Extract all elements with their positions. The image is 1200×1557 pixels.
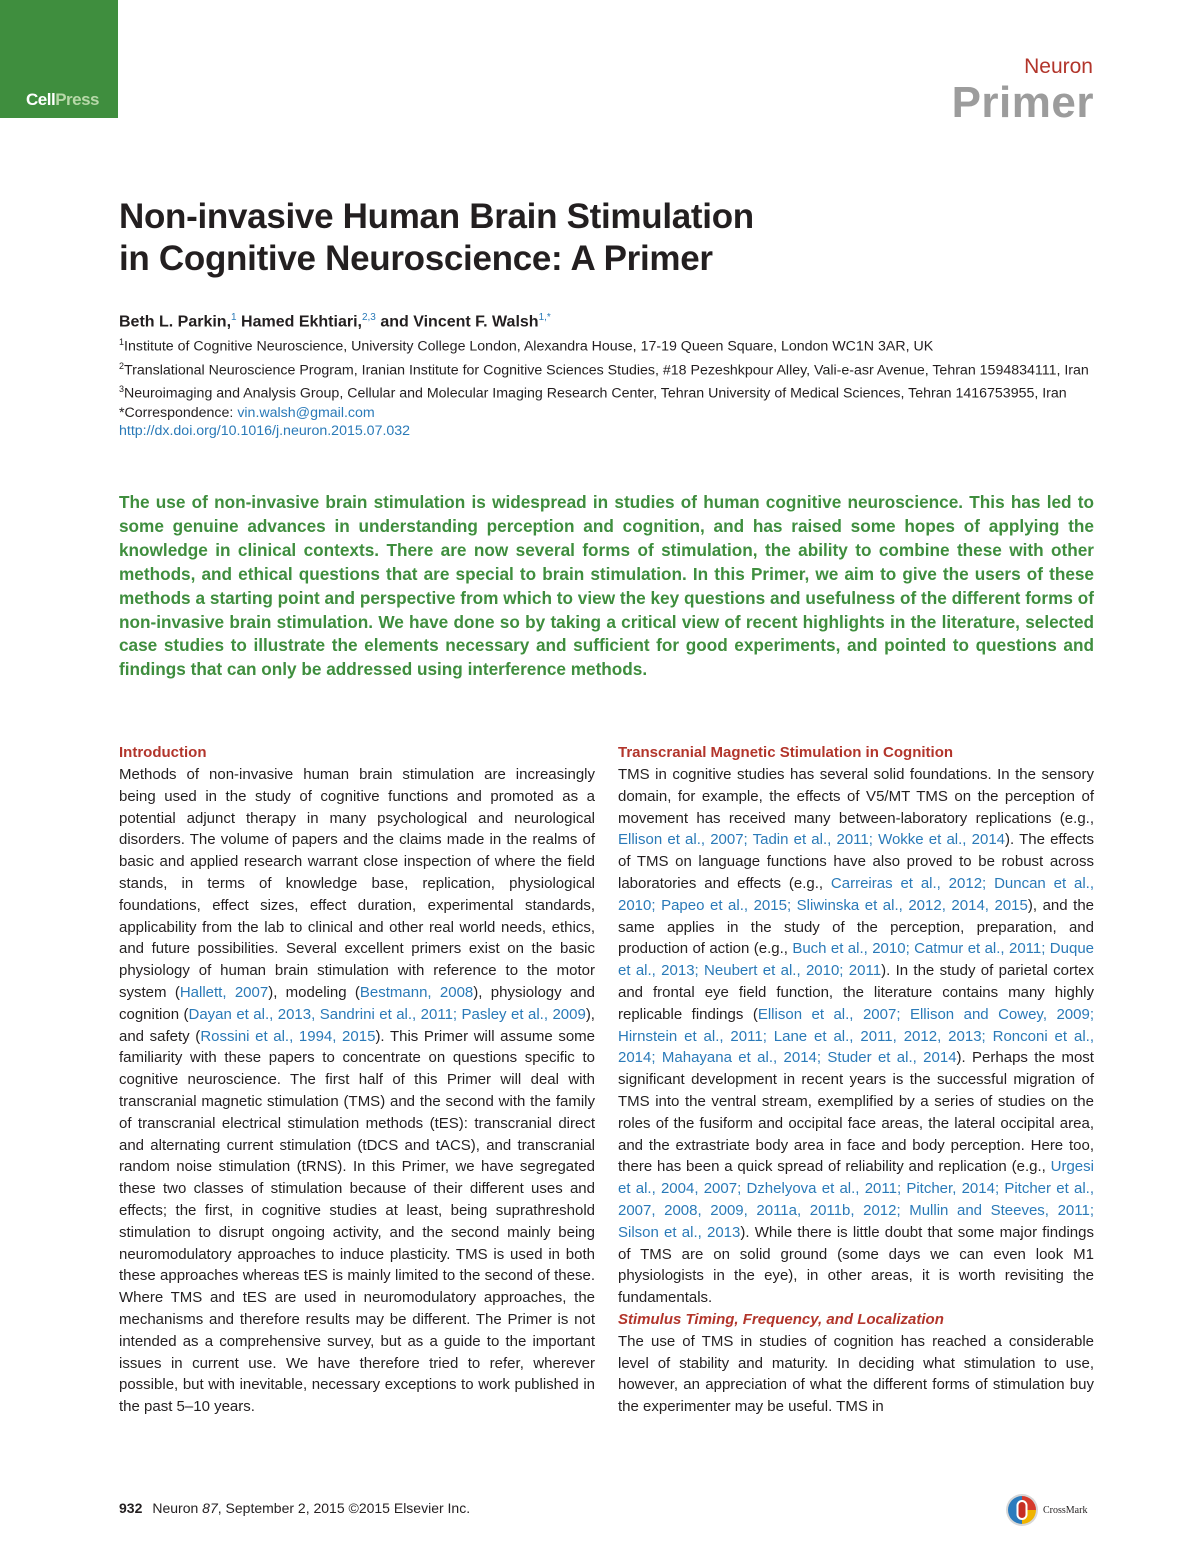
journal-name: Neuron	[1024, 55, 1093, 78]
affiliation-3	[119, 380, 1089, 404]
body-text: ). This Primer will assume some familiarity with these papers to concentrate on questions specific to cognitive neuroscience. The first half of this Primer will deal with transcranial magnetic stimulation (TMS) and the second with the family of transcranial electrical stimulation methods (tES): transcranial direct and alternating current stimulation (tDCS and tACS), and transcranial random noise stimulation (tRNS). In this Primer, we have segregated these two classes of stimulation because of their different uses and effects; the first, in cognitive studies at least, being suprathreshold stimulation to disrupt ongoing activity, and the second mainly being neuromodulatory approaches to induce plasticity. TMS is used in both these approaches whereas tES is mainly limited to the second of these. Where TMS and tES are used in neuromodulatory approaches, the mechanisms and therefore results may be different. The Primer is not intended as a comprehensive survey, but as a guide to the important issues in current use. We have therefore tried to refer, wherever possible, but with inevitable, necessary exceptions to work published in the past 5–10 years.	[119, 1027, 596, 1416]
affiliations	[119, 333, 1089, 441]
author-list	[119, 312, 551, 331]
citation-link[interactable]: Urgesi et al., 2004, 2007; Dzhelyova et al., 2011; Pitcher, 2014; Pitcher et al., 2007, 2008, 2009, 2011a, 2011b, 2012; Mullin and Steeves, 2011; Silson et al., 2013	[618, 1158, 1094, 1241]
section-heading-introduction: Introduction	[119, 744, 207, 761]
body-text: ). In the study of parietal cortex and frontal eye field function, the literature contains many highly replicable findings (	[618, 962, 1095, 1023]
author-name: Hamed Ekhtiari,	[236, 313, 362, 331]
doi-link[interactable]: http://dx.doi.org/10.1016/j.neuron.2015.07.032	[119, 423, 411, 440]
citation-link[interactable]: Carreiras et al., 2012; Duncan et al., 2010; Papeo et al., 2015; Sliwinska et al., 2012, 2014, 2015	[618, 874, 1094, 914]
citation-link[interactable]: Ellison et al., 2007; Ellison and Cowey, 2009; Hirnstein et al., 2011; Lane et al., 2011, 2012, 2013; Ronconi et al., 2014; Mahayana et al., 2014; Studer et al., 2014	[618, 1005, 1094, 1067]
page-footer	[119, 1500, 470, 1516]
section-type: Primer	[951, 78, 1094, 127]
stimulus-timing-paragraph: The use of TMS in studies of cognition has reached a considerable level of stability and maturity. In deciding what stimulation to use, however, an appreciation of what the different forms of stimulation buy the experimenter may be useful. TMS in	[618, 1332, 1094, 1416]
affiliation-text: Neuroimaging and Analysis Group, Cellular and Molecular Imaging Research Center, Tehran University of Medical Sciences, Tehran 1416753955, Iran	[124, 385, 1067, 402]
crossmark-label: CrossMark	[1043, 1505, 1088, 1516]
footer-date-copyright: , September 2, 2015 ©2015 Elsevier Inc.	[217, 1500, 471, 1516]
citation-link[interactable]: Hallett, 2007	[179, 983, 269, 1001]
author-name: and Vincent F. Walsh	[375, 313, 539, 331]
affiliation-marker: 3	[119, 384, 125, 395]
body-text: Methods of non-invasive human brain stimulation are increasingly being used in the study of cognitive functions and promoted as a potential adjunct therapy in many psychological and neurological disorders. The volume of papers and the claims made in the realms of basic and applied research warrant close inspection of where the field stands, in terms of knowledge base, replication, physiological foundations, effect sizes, effect duration, experimental standards, applicability from the lab to clinical and other real world needs, ethics, and future possibilities. Several excellent primers exist on the basic physiology of human brain stimulation with reference to the motor system (	[119, 766, 595, 1001]
author-name: Beth L. Parkin,	[119, 313, 232, 331]
body-text: ). While there is little doubt that some major findings of TMS are on solid ground (some days we can even look M1 physiologists in the eye), in other areas, it is worth revisiting the fundamentals.	[618, 1223, 1094, 1307]
affiliation-marker: 2	[119, 360, 125, 371]
citation-link[interactable]: Buch et al., 2010; Catmur et al., 2011; Duque et al., 2013; Neubert et al., 2010; 2011	[618, 940, 1095, 980]
footer-journal: Neuron	[152, 1500, 199, 1516]
correspondence-email-link[interactable]: vin.walsh@gmail.com	[237, 404, 375, 421]
body-text: ). Perhaps the most significant development in recent years is the successful migration of TMS into the ventral stream, exemplified by a series of studies on the roles of the fusiform and occipital face areas, the lateral occipital area, and the extrastriate body area in face and body perception. Here too, there has been a quick spread of reliability and replication (e.g.,	[618, 1049, 1094, 1176]
title-line-2: in Cognitive Neuroscience: A Primer	[119, 239, 713, 278]
body-text: TMS in cognitive studies has several solid foundations. In the sensory domain, for example, the effects of V5/MT TMS on the perception of movement has received many between-laboratory replications (e.g.,	[618, 766, 1094, 827]
title-line-1: Non-invasive Human Brain Stimulation	[119, 197, 754, 236]
introduction-paragraph	[119, 764, 595, 1418]
affiliation-2	[119, 357, 1089, 381]
doi-line	[119, 422, 1089, 441]
footer-volume: 87	[202, 1500, 218, 1516]
citation-link[interactable]: Rossini et al., 1994, 2015	[200, 1027, 376, 1045]
section-heading-tms-cognition: Transcranial Magnetic Stimulation in Cognition	[618, 744, 954, 761]
citation-link[interactable]: Ellison et al., 2007; Tadin et al., 2011; Wokke et al., 2014	[618, 831, 1006, 849]
cellpress-logo-block	[0, 0, 118, 118]
correspondence	[119, 404, 1089, 423]
body-text: ), and the same applies in the study of the perception, preparation, and production of action (e.g.,	[618, 896, 1094, 958]
affiliation-text: Translational Neuroscience Program, Iranian Institute for Cognitive Sciences Studies, #18 Pezeshkpour Alley, Vali-e-asr Avenue, Tehran 1594834111, Iran	[124, 362, 1089, 379]
tms-paragraph	[618, 764, 1094, 1309]
body-text: ), physiology and cognition (	[119, 983, 595, 1023]
citation-link[interactable]: Bestmann, 2008	[359, 983, 474, 1001]
cellpress-logo-cell: Cell	[26, 90, 56, 109]
citation-link[interactable]: Dayan et al., 2013, Sandrini et al., 2011; Pasley et al., 2009	[188, 1005, 586, 1023]
body-text: ), and safety (	[119, 1005, 595, 1045]
author-affiliation-marker[interactable]: 1,*	[538, 312, 551, 323]
page-number: 932	[119, 1500, 143, 1516]
cellpress-logo	[26, 90, 99, 110]
cellpress-logo-press: Press	[55, 90, 100, 109]
author-affiliation-marker[interactable]: 1	[231, 312, 237, 323]
body-text: ). The effects of TMS on language functions have also proved to be robust across laboratories and effects (e.g.,	[618, 831, 1094, 892]
right-column	[618, 742, 1094, 1418]
affiliation-text: Institute of Cognitive Neuroscience, University College London, Alexandra House, 17-19 Queen Square, London WC1N 3AR, UK	[124, 338, 934, 355]
correspondence-label: *Correspondence:	[119, 404, 238, 421]
crossmark-icon	[1005, 1493, 1039, 1527]
subsection-heading-stimulus-timing: Stimulus Timing, Frequency, and Localization	[618, 1310, 944, 1328]
body-text: ), modeling (	[268, 983, 360, 1001]
left-column	[119, 742, 595, 1418]
abstract: The use of non-invasive brain stimulation is widespread in studies of human cognitive neuroscience. This has led to some genuine advances in understanding perception and cognition, and has raised some hopes of applying the knowledge in clinical contexts. There are now several forms of stimulation, the ability to combine these with other methods, and ethical questions that are special to brain stimulation. In this Primer, we aim to give the users of these methods a starting point and perspective from which to view the key questions and usefulness of the different forms of non-invasive brain stimulation. We have done so by taking a critical view of recent highlights in the literature, selected case studies to illustrate the elements necessary and sufficient for good experiments, and pointed to questions and findings that can only be addressed using interference methods.	[119, 492, 1094, 680]
author-affiliation-marker[interactable]: 2,3	[361, 312, 376, 323]
article-title	[119, 196, 1019, 280]
affiliation-marker: 1	[119, 337, 125, 347]
crossmark-badge[interactable]	[1005, 1493, 1095, 1527]
affiliation-1	[119, 333, 1089, 357]
